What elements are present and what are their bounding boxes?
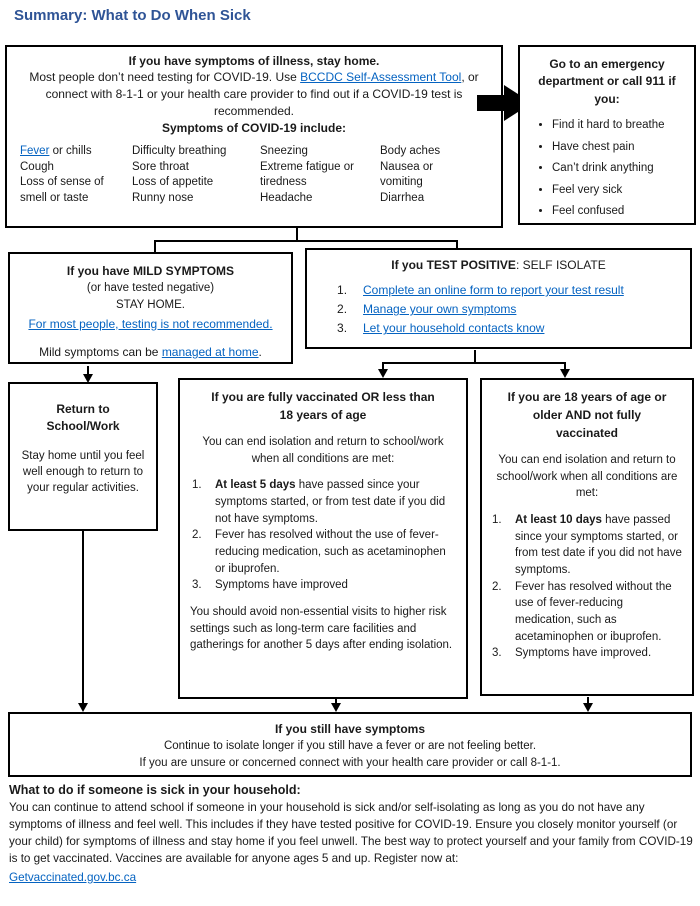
condition-item [192,577,456,594]
symptom-item: Sneezing [260,145,308,158]
unvaccinated-conditions-list [492,512,684,662]
still-symptoms-box [8,712,692,777]
positive-step [337,319,680,338]
test-positive-box [305,248,692,349]
condition-bold: At least 5 days [215,479,296,492]
household-section [9,783,695,886]
emergency-box-heading: Go to an emergency department or call 911 if you: [538,57,676,106]
connector-branch-horizontal [154,240,458,242]
arrow-down-icon [378,369,388,378]
emergency-box [518,45,696,225]
symptoms-column-3 [260,144,380,206]
symptom-item: Difficulty breathing [132,145,227,158]
symptoms-grid [15,144,493,206]
arrow-down-icon [560,369,570,378]
symptom-text: or chills [49,145,92,158]
unvaccinated-box-heading: If you are 18 years of age or older AND not fully vaccinated [507,390,667,440]
symptom-item: Extreme fatigue or tiredness [260,160,354,189]
positive-box-heading [317,258,680,272]
getvaccinated-link[interactable]: Getvaccinated.gov.bc.ca [9,870,137,884]
manage-symptoms-link[interactable]: Manage your own symptoms [363,302,517,317]
symptom-item: Headache [260,191,313,204]
symptoms-column-1 [20,144,132,206]
unvaccinated-box [480,378,694,696]
condition-item [192,527,456,577]
positive-heading-rest: : SELF ISOLATE [515,258,606,272]
condition-item [192,477,456,527]
emergency-bullet: • Can’t drink anything [552,161,686,177]
condition-text: have passed since your symptoms started, or from test date if you did not have symptoms. [215,479,446,525]
connector-positive-branch [382,362,566,364]
still-box-line: If you are unsure or concerned connect with your health care provider or call 8-1-1. [139,757,561,770]
emergency-bullet-list [528,118,686,220]
mild-text: . [258,344,262,359]
mild-box-heading: If you have MILD SYMPTOMS [66,264,235,278]
condition-item [492,579,684,646]
emergency-bullet: • Find it hard to breathe [552,118,686,134]
mild-box-line: STAY HOME. [115,299,185,312]
condition-item [492,512,684,579]
symptom-item [20,144,126,160]
emergency-bullet: • Have chest pain [552,140,686,156]
mild-box-managed-row [16,343,285,361]
positive-step [337,281,680,300]
fever-link[interactable]: Fever [20,145,50,158]
symptoms-column-4 [380,144,466,206]
symptom-item: Sore throat [132,160,189,173]
symptom-item: Nausea or vomiting [380,160,434,189]
condition-text: Symptoms have improved. [515,647,652,660]
mild-text: Mild symptoms can be [39,344,162,359]
condition-text: Fever has resolved without the use of fever-reducing medication, such as acetaminophen or ibuprofen. [215,529,446,575]
vaccinated-box-footer: You should avoid non-essential visits to higher risk settings such as long-term care facilities and gatherings for another 5 days after ending isolation. [190,606,453,652]
household-heading: What to do if someone is sick in your household: [9,783,301,797]
unvaccinated-box-intro: You can end isolation and return to school/work when all conditions are met: [496,454,678,500]
arrow-down-icon [331,703,341,712]
condition-text: Fever has resolved without the use of fever-reducing medication, such as acetaminophen or ibuprofen. [515,580,672,643]
mild-box-link-row [16,315,285,334]
testing-not-recommended-link[interactable]: For most people, testing is not recommended. [28,316,273,331]
return-heading-line: Return to [56,402,110,416]
return-box-body: Stay home until you feel well enough to return to your regular activities. [21,449,145,495]
still-box-heading: If you still have symptoms [274,722,426,736]
symptoms-list-heading: Symptoms of COVID-19 include: [161,121,347,136]
page-title: Summary: What to Do When Sick [14,7,251,24]
symptom-item: Body aches [380,145,441,158]
connector-return-to-still [82,531,84,704]
symptoms-box-heading: If you have symptoms of illness, stay home. [128,54,380,68]
symptoms-column-2 [132,144,260,206]
bccdc-self-assessment-link[interactable]: BCCDC Self-Assessment Tool [300,70,462,84]
positive-step [337,300,680,319]
positive-heading-bold: If you TEST POSITIVE [391,258,516,272]
symptoms-box [5,45,503,228]
vaccinated-conditions-list [192,477,456,594]
report-test-result-link[interactable]: Complete an online form to report your test result [363,283,624,297]
symptom-item: Cough [20,160,54,173]
symptom-item: Diarrhea [380,191,425,204]
arrow-down-icon [583,703,593,712]
managed-at-home-link[interactable]: managed at home [161,344,259,359]
positive-steps-list [337,281,680,339]
symptom-item: Runny nose [132,191,194,204]
block-arrow-icon [477,95,507,111]
symptom-item: Loss of sense of smell or taste [20,176,104,204]
mild-symptoms-box [8,252,293,364]
condition-item [492,645,684,662]
still-box-line: Continue to isolate longer if you still have a fever or are not feeling better. [163,740,537,752]
household-body: You can continue to attend school if someone in your household is sick and/or self-isolating as long as you do not have any symptoms of illness and feel well. This includes if they have tested positive for COVID-19. Ensure you closely monitor yourself (or your child) for symptoms of illness and stay home if you feel unwell. The best way to protect yourself and your family from COVID-19 is to get vaccinated. Vaccines are available for anyone ages 5 and up. Register now at: [9,801,693,865]
household-contacts-link[interactable]: Let your household contacts know [363,321,545,336]
condition-text: Symptoms have improved [215,579,348,592]
vaccinated-box-intro: You can end isolation and return to school/work when all conditions are met: [202,436,444,465]
symptom-item: Loss of appetite [132,176,214,189]
condition-bold: At least 10 days [515,514,602,527]
paragraph-text: Most people don’t need testing for COVID-19. Use [29,70,301,84]
return-heading-line: School/Work [46,418,120,433]
arrow-down-icon [78,703,88,712]
emergency-bullet: • Feel confused [552,204,686,220]
mild-box-line: (or have tested negative) [86,282,215,294]
symptoms-box-paragraph [29,69,479,119]
return-box [8,382,158,531]
condition-text: have passed since your symptoms started, or from test date if you did not have symptoms. [515,514,682,577]
paragraph-text: , or connect with 8-1-1 or your health care provider to find out if a COVID-19 test is recommended. [45,70,479,118]
vaccinated-box [178,378,468,699]
vaccinated-box-heading: If you are fully vaccinated OR less than 18 years of age [211,390,435,422]
emergency-bullet: • Feel very sick [552,183,686,199]
return-box-heading [16,401,150,435]
